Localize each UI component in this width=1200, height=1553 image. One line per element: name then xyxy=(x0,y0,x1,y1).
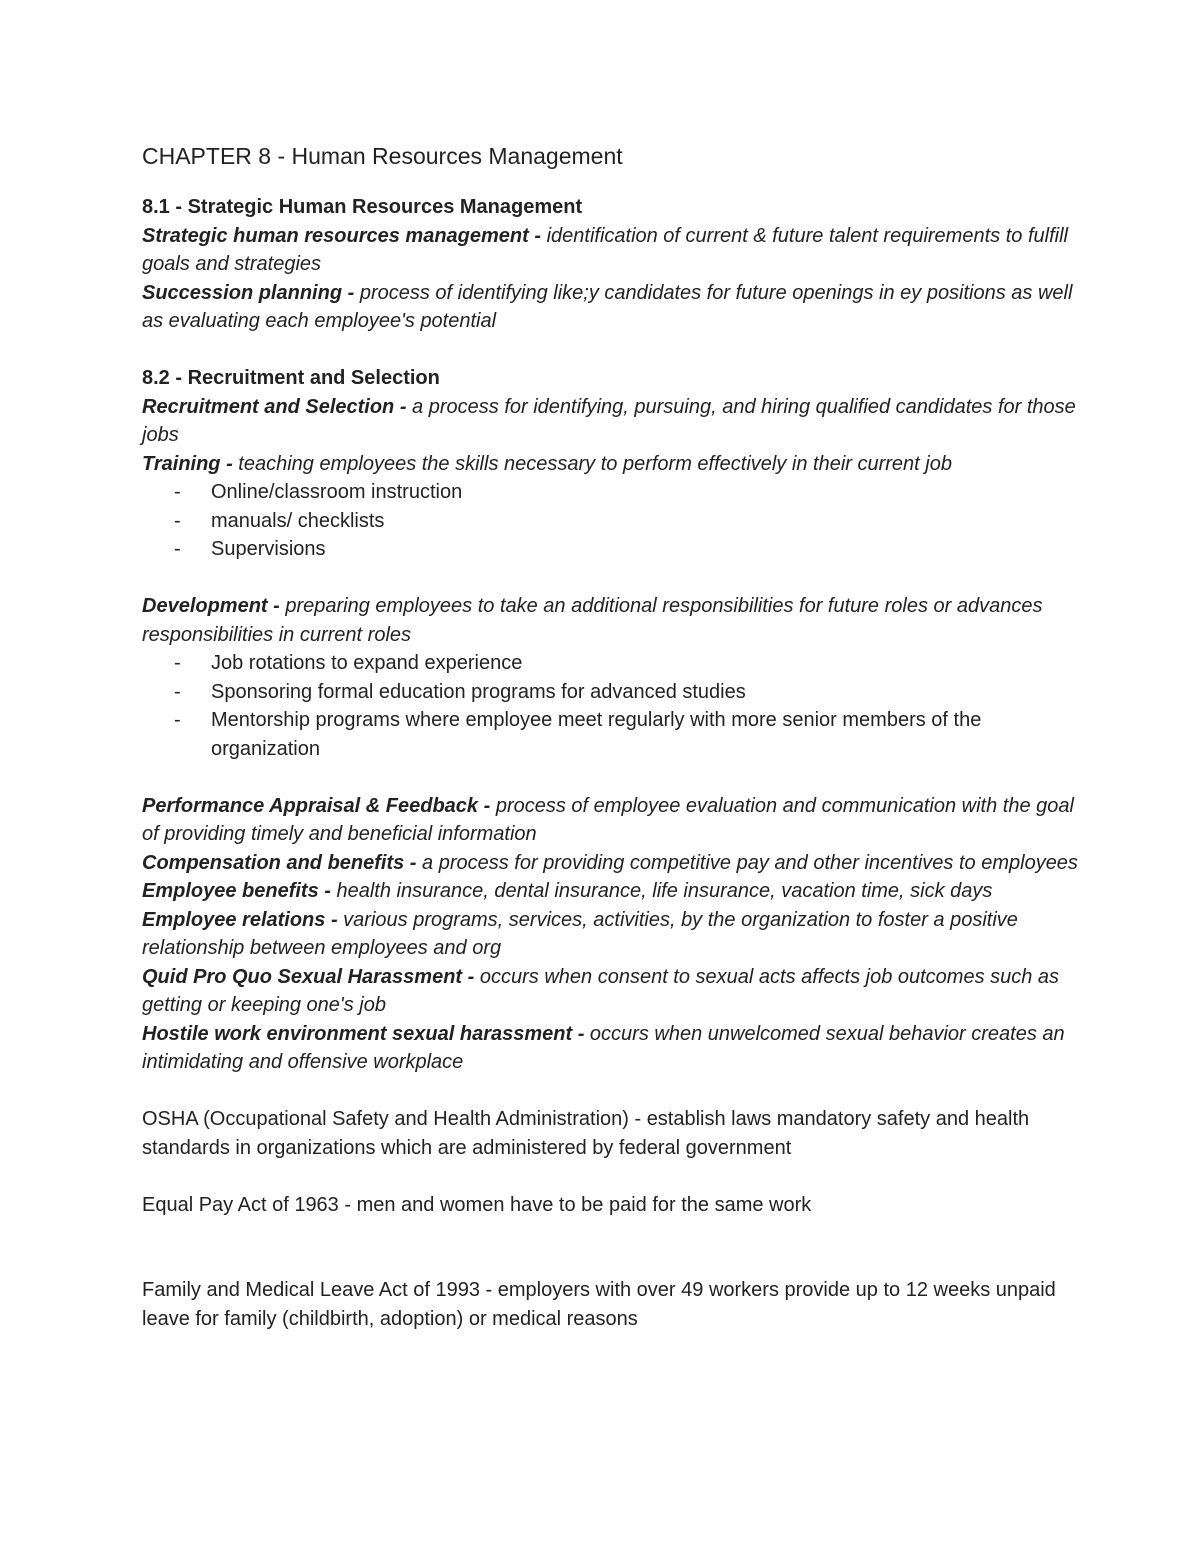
spacer xyxy=(142,336,1082,365)
development-bullet-list xyxy=(142,649,1082,763)
spacer xyxy=(142,564,1082,593)
definition-term: Compensation and benefits - xyxy=(142,851,417,874)
definition-text: health insurance, dental insurance, life insurance, vacation time, sick days xyxy=(330,880,993,902)
definition-term: Recruitment and Selection - xyxy=(142,395,407,418)
definition-term: Development - xyxy=(142,595,280,617)
equal-pay-paragraph: Equal Pay Act of 1963 - men and women have to be paid for the same work xyxy=(142,1193,812,1216)
definition-term: Hostile work environment sexual harassment - xyxy=(142,1022,585,1045)
document-page xyxy=(142,136,1082,1333)
definition-term: Training - xyxy=(142,452,233,475)
training-bullet-list xyxy=(142,478,1082,564)
list-item-text: Online/classroom instruction xyxy=(211,481,463,503)
spacer xyxy=(142,763,1082,792)
list-item xyxy=(142,649,1082,678)
definition-performance-appraisal xyxy=(142,792,1082,849)
definition-term: Strategic human resources management - xyxy=(142,224,542,247)
definition-text: preparing employees to take an additional responsibilities for future roles or advances responsibilities in current roles xyxy=(142,595,1043,646)
definition-text: a process for providing competitive pay and other incentives to employees xyxy=(416,851,1078,874)
list-item xyxy=(142,507,1082,536)
list-item xyxy=(142,678,1082,707)
definition-term: Succession planning - xyxy=(142,281,355,304)
osha-paragraph: OSHA (Occupational Safety and Health Administration) - establish laws mandatory safety and health standards in organizations which are administered by federal government xyxy=(142,1108,1030,1159)
definition-hostile-work-environment xyxy=(142,1020,1082,1077)
spacer xyxy=(142,1219,1082,1276)
definition-strategic-hrm xyxy=(142,222,1082,279)
definition-employee-benefits xyxy=(142,877,1082,906)
dash-bullet-icon: - xyxy=(174,538,181,560)
definition-term: Performance Appraisal & Feedback - xyxy=(142,794,491,817)
list-item xyxy=(142,478,1082,507)
definition-text: various programs, services, activities, by the organization to foster a positive relationship between employees and org xyxy=(142,908,1018,959)
section-heading-8-2: 8.2 - Recruitment and Selection xyxy=(142,367,440,389)
definition-term: Employee benefits - xyxy=(142,880,331,902)
spacer xyxy=(142,1077,1082,1106)
definition-text: process of employee evaluation and communication with the goal of providing timely and beneficial information xyxy=(142,794,1074,845)
definition-text: teaching employees the skills necessary to perform effectively in their current job xyxy=(232,452,952,475)
definition-text: identification of current & future talent requirements to fulfill goals and strategies xyxy=(142,224,1068,275)
definition-recruitment xyxy=(142,393,1082,450)
spacer xyxy=(142,1162,1082,1191)
definition-term: Employee relations - xyxy=(142,908,338,931)
list-item xyxy=(142,535,1082,564)
section-heading-8-1: 8.1 - Strategic Human Resources Management xyxy=(142,196,583,218)
list-item-text: manuals/ checklists xyxy=(211,509,385,532)
definition-succession-planning xyxy=(142,279,1082,336)
definition-training xyxy=(142,450,1082,479)
definition-text: process of identifying like;y candidates for future openings in ey positions as well as evaluating each employee's potential xyxy=(142,281,1073,332)
list-item-text: Job rotations to expand experience xyxy=(211,652,523,674)
definition-compensation xyxy=(142,849,1082,878)
definition-development xyxy=(142,592,1082,649)
list-item-text: Sponsoring formal education programs for advanced studies xyxy=(211,680,746,703)
dash-bullet-icon: - xyxy=(174,481,181,503)
dash-bullet-icon: - xyxy=(174,509,181,532)
dash-bullet-icon: - xyxy=(174,680,181,703)
definition-employee-relations xyxy=(142,906,1082,963)
list-item-text: Mentorship programs where employee meet regularly with more senior members of the organization xyxy=(211,709,982,760)
definition-text: occurs when unwelcomed sexual behavior creates an intimidating and offensive workplace xyxy=(142,1022,1065,1073)
page-title: CHAPTER 8 - Human Resources Management xyxy=(142,143,623,169)
list-item xyxy=(142,706,1082,763)
definition-quid-pro-quo xyxy=(142,963,1082,1020)
definition-text: a process for identifying, pursuing, and hiring qualified candidates for those jobs xyxy=(142,395,1076,446)
fmla-paragraph: Family and Medical Leave Act of 1993 - employers with over 49 workers provide up to 12 weeks unpaid leave for family (childbirth, adoption) or medical reasons xyxy=(142,1279,1056,1330)
dash-bullet-icon: - xyxy=(174,709,181,731)
definition-term: Quid Pro Quo Sexual Harassment - xyxy=(142,965,475,988)
list-item-text: Supervisions xyxy=(211,538,326,560)
dash-bullet-icon: - xyxy=(174,652,181,674)
definition-text: occurs when consent to sexual acts affects job outcomes such as getting or keeping one's job xyxy=(142,965,1060,1016)
